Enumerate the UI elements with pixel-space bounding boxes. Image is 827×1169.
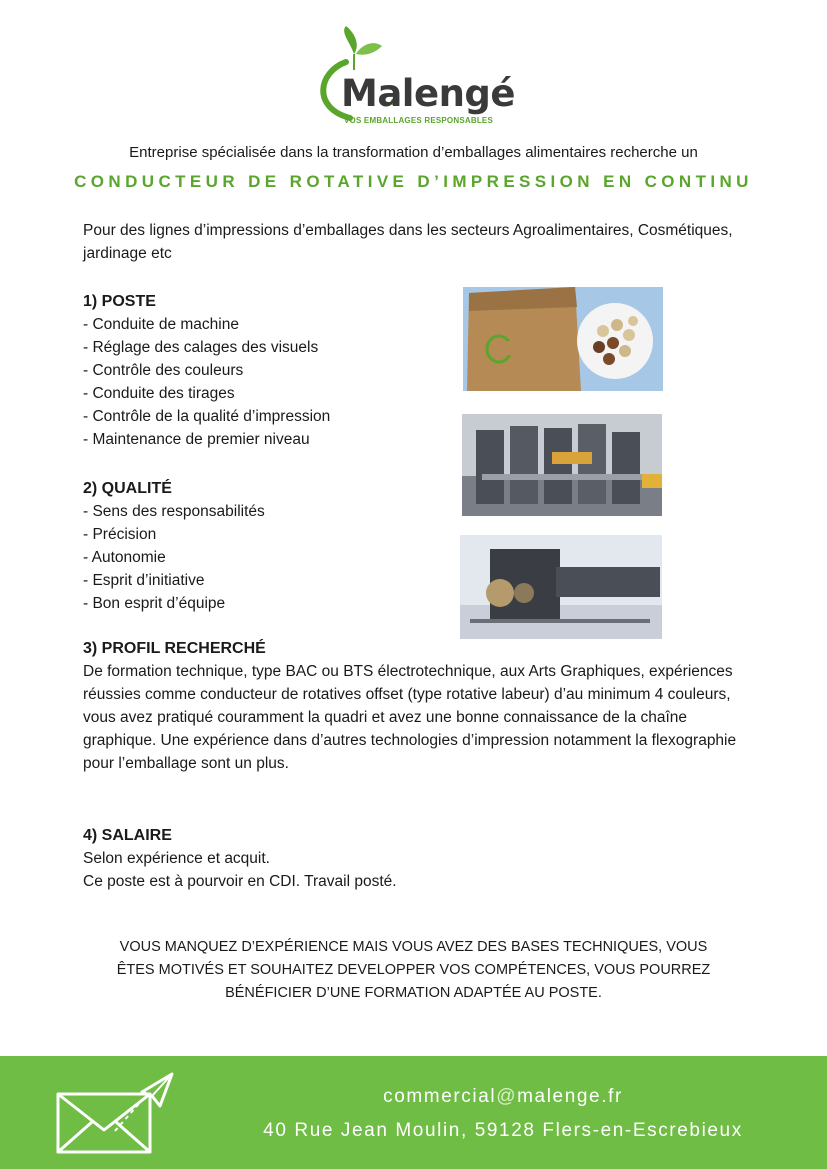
section-salaire: [83, 824, 683, 893]
section-heading: 2) QUALITÉ: [83, 480, 172, 497]
contact-footer: [0, 1056, 827, 1169]
list-item: - Contrôle de la qualité d’impression: [83, 408, 331, 425]
list-item: - Autonomie: [83, 549, 166, 566]
email-user: commercial: [383, 1086, 497, 1107]
logo-tagline: VOS EMBALLAGES RESPONSABLES: [344, 116, 493, 125]
duty-list: [83, 313, 443, 451]
contact-address: 40 Rue Jean Moulin, 59128 Flers-en-Escrebieux: [263, 1120, 743, 1141]
job-title: CONDUCTEUR DE ROTATIVE D’IMPRESSION EN CONTINU: [74, 172, 753, 191]
profile-paragraph: De formation technique, type BAC ou BTS électrotechnique, aux Arts Graphiques, expériences réussies comme conducteur de rotatives offset (type rotative labeur) d’au minimum 4 couleurs, vous avez pratiqué couramment la quadri et avez une bonne connaissance de la chaîne graphique. Une expérience dans d’autres technologies d’impression notamment la flexographie pour l’emballage sont un plus.: [83, 663, 737, 772]
list-item: - Maintenance de premier niveau: [83, 431, 310, 448]
intro-text: Entreprise spécialisée dans la transformation d’emballages alimentaires recherche un: [129, 144, 698, 161]
notice-line: ÊTES MOTIVÉS ET SOUHAITEZ DEVELOPPER VOS COMPÉTENCES, VOUS POURREZ: [116, 962, 711, 978]
product-photo: [463, 287, 663, 391]
section-heading: 1) POSTE: [83, 293, 156, 310]
email-at: @: [496, 1086, 518, 1107]
section-profil: [83, 637, 748, 775]
training-notice: [0, 936, 827, 1005]
list-item: - Bon esprit d’équipe: [83, 595, 226, 612]
section-heading: 4) SALAIRE: [83, 827, 172, 844]
section-poste: [83, 290, 443, 451]
list-item: - Réglage des calages des visuels: [83, 339, 319, 356]
section-qualite: [83, 477, 443, 615]
envelope-plane-icon: [52, 1072, 178, 1158]
contact-email[interactable]: [228, 1086, 778, 1108]
lead-paragraph: Pour des lignes d’impressions d’emballages dans les secteurs Agroalimentaires, Cosmétiques, jardinage etc: [83, 222, 733, 262]
contract-line: Ce poste est à pourvoir en CDI. Travail posté.: [83, 873, 397, 890]
notice-line: VOUS MANQUEZ D’EXPÉRIENCE MAIS VOUS AVEZ DES BASES TECHNIQUES, VOUS: [119, 939, 708, 955]
email-domain: malenge.fr: [517, 1086, 623, 1107]
quality-list: [83, 500, 443, 615]
list-item: - Conduite de machine: [83, 316, 239, 333]
list-item: - Sens des responsabilités: [83, 503, 265, 520]
list-item: - Conduite des tirages: [83, 385, 235, 402]
logo-wordmark: Malengé: [341, 72, 515, 115]
salary-line: Selon expérience et acquit.: [83, 850, 270, 867]
section-heading: 3) PROFIL RECHERCHÉ: [83, 640, 266, 657]
rotary-press-photo: [460, 535, 662, 639]
list-item: - Esprit d’initiative: [83, 572, 205, 589]
company-logo: [310, 24, 520, 130]
notice-line: BÉNÉFICIER D’UNE FORMATION ADAPTÉE AU POSTE.: [225, 985, 602, 1001]
printing-units-photo: [462, 414, 662, 516]
list-item: - Précision: [83, 526, 157, 543]
list-item: - Contrôle des couleurs: [83, 362, 244, 379]
